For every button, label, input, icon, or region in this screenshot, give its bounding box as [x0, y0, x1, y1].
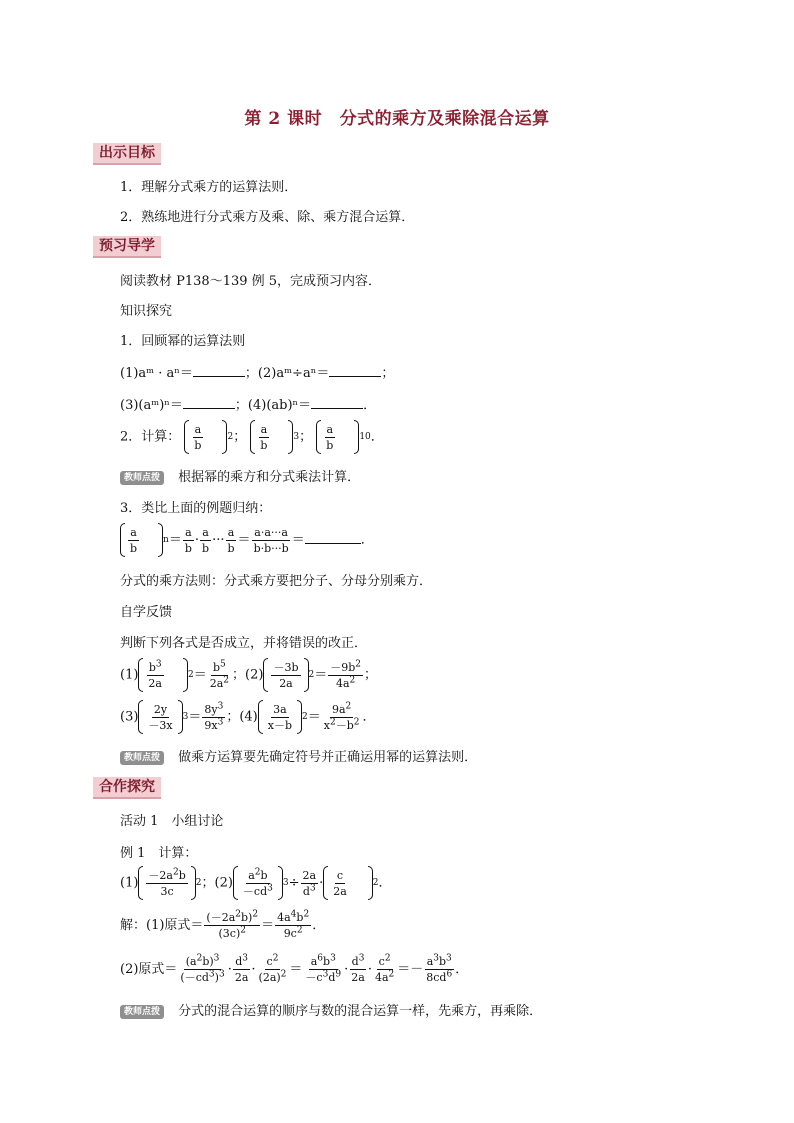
tip-text: 做乘方运算要先确定符号并正确运用幂的运算法则．	[178, 750, 478, 765]
judge-instruction: 判断下列各式是否成立，并将错误的改正．	[120, 636, 368, 651]
page-title: 第 2 课时 分式的乘方及乘除混合运算	[244, 109, 550, 129]
power-rules-row-2: (3)(aᵐ)ⁿ＝ ；(4)(ab)ⁿ＝ ．	[120, 398, 377, 413]
tip-text: 分式的混合运算的顺序与数的混合运算一样，先乘方，再乘除．	[178, 1004, 543, 1019]
goal-2: 2．熟练地进行分式乘方及乘、除、乘方混合运算．	[120, 210, 415, 225]
read-instruction: 阅读教材 P138～139 例 5，完成预习内容．	[120, 274, 382, 289]
power-rules-row-1: (1)aᵐ · aⁿ＝ ；(2)aᵐ÷aⁿ＝ ；	[120, 366, 395, 381]
section-preview: 预习导学	[93, 236, 161, 258]
power-law-derivation: $\frac{a}{b}$ n ＝ $\frac{a}{b}$ · $\frac{a}{b}$ ··· $\frac{a}{b}$ ＝ $\frac{a\cdot a\cdot\cdot\cdot a}{b\cdot b\cdot\cdot\cdot b}$ ＝ ．	[120, 523, 374, 557]
goal-1: 1．理解分式乘方的运算法则．	[120, 180, 298, 195]
answer-blank	[183, 398, 235, 409]
teacher-tip-1	[120, 466, 360, 485]
question-3: 3．类比上面的例题归纳：	[120, 501, 272, 516]
section-goals: 出示目标	[93, 143, 161, 165]
rule-1: (1)aᵐ · aⁿ＝	[120, 366, 193, 381]
judge-row-2: (3) $\frac{2y}{-3x}$ 3 ＝ $\frac{8y^3}{9x^3}$ ；(4) $\frac{3a}{x-b}$ 2 ＝ $\frac{9a^2}{x^2-b^2}$ ．	[120, 700, 376, 734]
solution-1-label: 解：(1)原式＝	[120, 918, 204, 933]
answer-blank	[329, 366, 381, 377]
question-2-label: 2．计算：	[120, 429, 181, 445]
rule-2: ；(2)aᵐ÷aⁿ＝	[244, 366, 330, 381]
teacher-tip-tag: 教师点拨	[120, 751, 164, 765]
teacher-tip-tag: 教师点拨	[120, 1005, 164, 1019]
tip-text: 根据幂的乘方和分式乘法计算．	[178, 470, 361, 485]
teacher-tip-3	[120, 1000, 542, 1019]
answer-blank	[193, 366, 245, 377]
activity-1: 活动 1 小组讨论	[120, 814, 224, 829]
solution-2-label: (2)原式＝	[120, 962, 178, 977]
example-1-problems: (1) $\frac{-2a^2b}{3c}$ 2 ；(2) $\frac{a^2b}{-cd^3}$ 3 ÷ $\frac{2a}{d^3}$ · $\frac{c}{2a}$ 2 ．	[120, 866, 392, 900]
teacher-tip-tag: 教师点拨	[120, 471, 164, 485]
answer-blank	[311, 398, 363, 409]
section-coop: 合作探究	[93, 777, 161, 799]
example-1: 例 1 计算：	[120, 846, 198, 861]
solution-2: (2)原式＝ $\frac{(a^2b)^3}{(-cd^3)^3}$ · $\frac{d^3}{2a}$ · $\frac{c^2}{(2a)^2}$ ＝ $\frac{a^6b^3}{-c^3d^9}$ · $\frac{d^3}{2a}$ · $\frac{c^2}{4a^2}$ ＝－ $\frac{a^3b^3}{8cd^6}$ ．	[120, 953, 469, 984]
fraction-power-rule: 分式的乘方法则：分式乘方要把分子、分母分别乘方．	[120, 574, 433, 589]
judge-row-1: (1) $\frac{b^3}{2a}$ 2 ＝ $\frac{b^5}{2a^2}$ ；(2) $\frac{-3b}{2a}$ 2 ＝ $\frac{-9b^2}{4a^2}$ ；	[120, 658, 377, 692]
teacher-tip-2	[120, 746, 477, 765]
self-feedback: 自学反馈	[120, 605, 173, 620]
rule-4: ；(4)(ab)ⁿ＝	[234, 398, 312, 413]
knowledge-explore: 知识探究	[120, 304, 173, 319]
rule-3: (3)(aᵐ)ⁿ＝	[120, 398, 183, 413]
solution-1: 解：(1)原式＝ $\frac{(-2a^2b)^2}{(3c)^2}$ ＝ $\frac{4a^4b^2}{9c^2}$ ．	[120, 909, 326, 940]
question-2: 2．计算： $\frac{a}{b}$ 2 ； $\frac{a}{b}$ 3 ； $\frac{a}{b}$ 10 ．	[120, 420, 384, 454]
question-1: 1．回顾幂的运算法则	[120, 334, 246, 349]
